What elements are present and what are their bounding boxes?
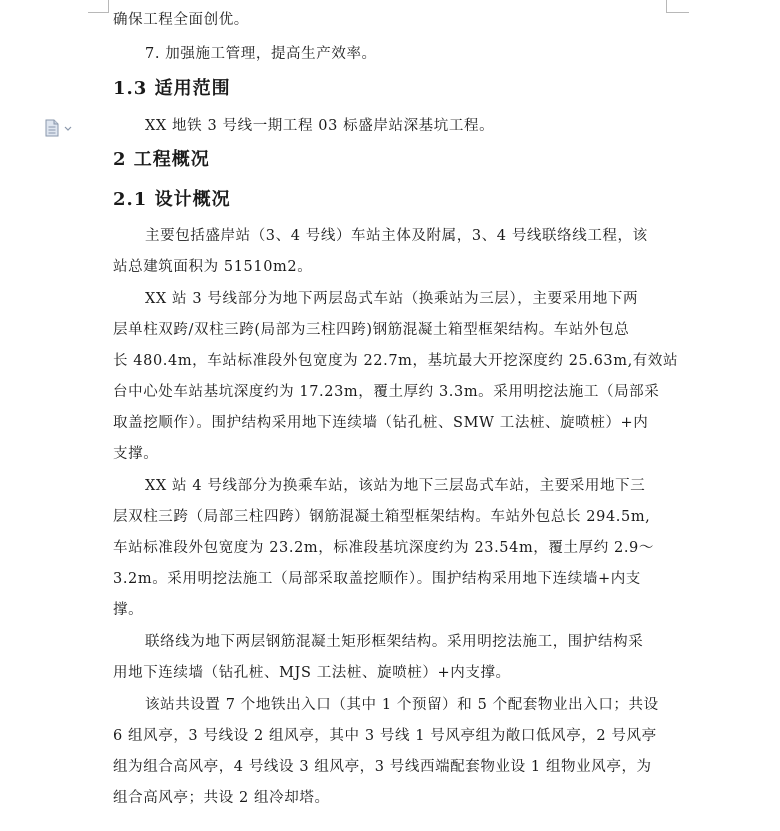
continued-line: 确保工程全面创优。 — [113, 12, 249, 28]
heading-1-3: 1.3 适用范围 — [113, 78, 231, 99]
paragraph-line: 主要包括盛岸站（3、4 号线）车站主体及附属，3、4 号线联络线工程，该 — [145, 228, 648, 244]
paragraph-line: 台中心处车站基坑深度约为 17.23m，覆土厚约 3.3m。采用明挖法施工（局部采 — [113, 384, 660, 400]
page-corner-top-right — [666, 0, 689, 13]
paragraph-line: 该站共设置 7 个地铁出入口（其中 1 个预留）和 5 个配套物业出入口；共设 — [145, 697, 659, 713]
document-icon[interactable] — [44, 119, 74, 137]
paragraph-line: 层双柱三跨（局部三柱四跨）钢筋混凝土箱型框架结构。车站外包总长 294.5m, — [113, 509, 651, 525]
page-corner-top-left — [88, 0, 109, 13]
paragraph-line: 6 组风亭，3 号线设 2 组风亭，其中 3 号线 1 号风亭组为敞口低风亭，2 号风亭 — [113, 728, 657, 744]
paragraph-line: 站总建筑面积为 51510m2。 — [113, 259, 313, 275]
paragraph-line: 组为组合高风亭，4 号线设 3 组风亭，3 号线西端配套物业设 1 组物业风亭，为 — [113, 759, 652, 775]
paragraph-line: 组合高风亭；共设 2 组冷却塔。 — [113, 790, 330, 806]
paragraph-line: XX 站 3 号线部分为地下两层岛式车站（换乘站为三层），主要采用地下两 — [145, 291, 639, 307]
list-item-7: 7. 加强施工管理，提高生产效率。 — [145, 46, 377, 62]
heading-2: 2 工程概况 — [113, 149, 210, 170]
paragraph-line: 长 480.4m，车站标准段外包宽度为 22.7m，基坑最大开挖深度约 25.63m,有效站 — [113, 353, 679, 369]
paragraph-line: 支撑。 — [113, 446, 159, 462]
paragraph-line: 撑。 — [113, 602, 144, 618]
paragraph-line: 用地下连续墙（钻孔桩、MJS 工法桩、旋喷桩）+内支撑。 — [113, 665, 511, 681]
paragraph-line: XX 站 4 号线部分为换乘车站，该站为地下三层岛式车站，主要采用地下三 — [145, 478, 646, 494]
paragraph-line: 车站标准段外包宽度为 23.2m，标准段基坑深度约为 23.54m，覆土厚约 2.9～ — [113, 540, 654, 556]
paragraph-line: 层单柱双跨/双柱三跨(局部为三柱四跨)钢筋混凝土箱型框架结构。车站外包总 — [113, 322, 630, 338]
paragraph-line: 3.2m。采用明挖法施工（局部采取盖挖顺作）。围护结构采用地下连续墙+内支 — [113, 571, 641, 587]
scope-line: XX 地铁 3 号线一期工程 03 标盛岸站深基坑工程。 — [145, 118, 495, 134]
paragraph-line: 联络线为地下两层钢筋混凝土矩形框架结构。采用明挖法施工，围护结构采 — [145, 634, 644, 650]
paragraph-line: 取盖挖顺作）。围护结构采用地下连续墙（钻孔桩、SMW 工法桩、旋喷桩）+内 — [113, 415, 649, 431]
heading-2-1: 2.1 设计概况 — [113, 189, 231, 210]
